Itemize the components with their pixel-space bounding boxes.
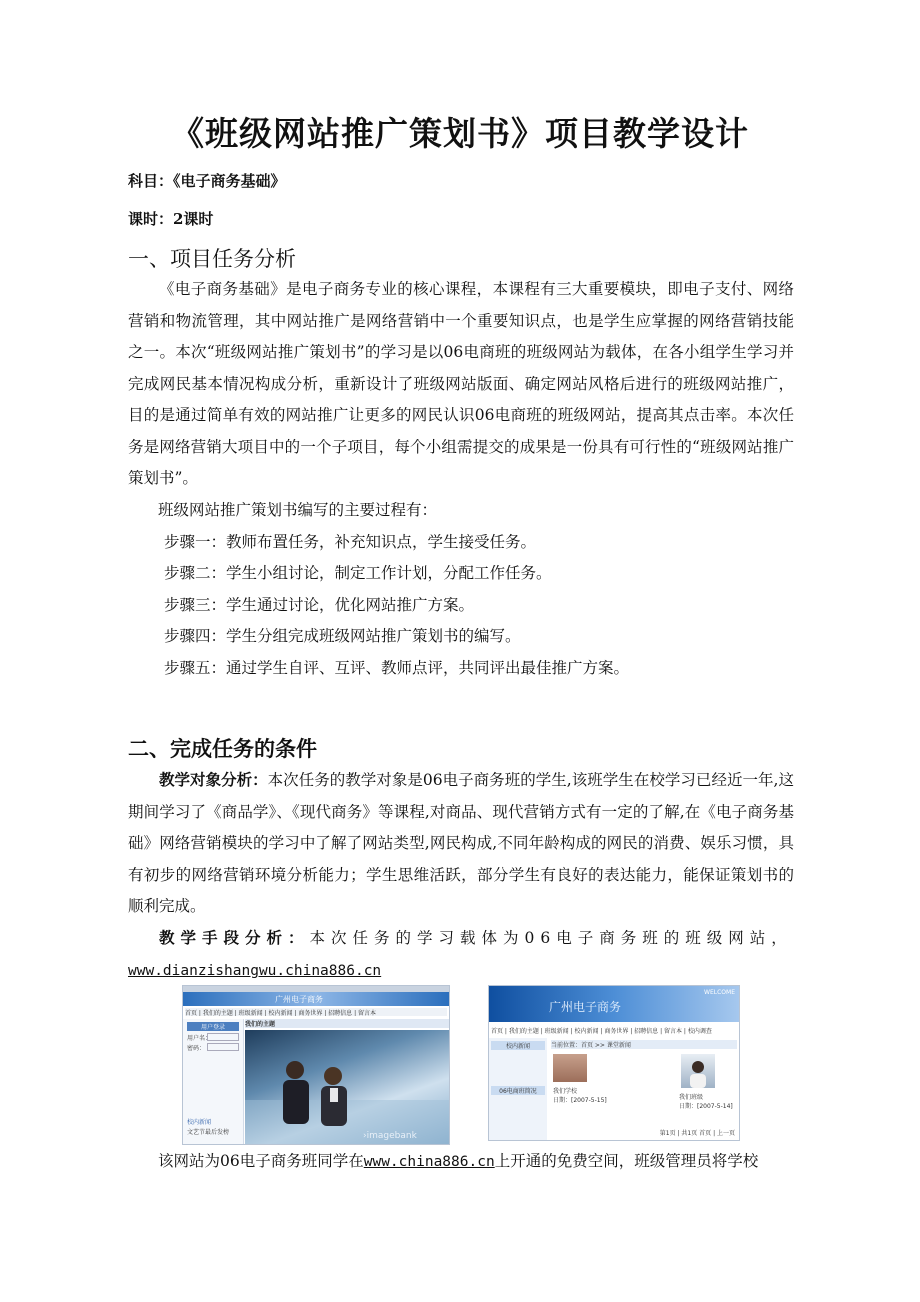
watermark: ›imagebank xyxy=(363,1131,417,1141)
right-site-screenshot xyxy=(488,985,740,1141)
user-input[interactable] xyxy=(207,1033,239,1041)
right-side-1[interactable]: 校内新闻 xyxy=(491,1041,545,1050)
side-item-2[interactable]: 文艺节最后发榜 xyxy=(187,1129,230,1136)
left-site-screenshot xyxy=(182,985,450,1145)
business-people-illustration xyxy=(245,1030,449,1144)
class-site-url[interactable]: www.dianzishangwu.china886.cn xyxy=(128,963,382,979)
document-title: 《班级网站推广策划书》项目教学设计 xyxy=(171,114,749,153)
welcome-text: WELCOME xyxy=(704,989,735,996)
caption-2: 我们班级 xyxy=(679,1094,704,1101)
right-sidebar xyxy=(489,1038,547,1140)
section2-heading: 二、完成任务的条件 xyxy=(128,737,317,761)
business-photo xyxy=(245,1030,449,1144)
class-photo xyxy=(681,1054,715,1088)
hours-line: 课时：2课时 xyxy=(128,210,214,228)
left-section-title: 我们的主题 xyxy=(245,1019,449,1028)
bottom-line xyxy=(158,1146,758,1178)
school-photo xyxy=(553,1054,587,1082)
section1-heading: 一、项目任务分析 xyxy=(128,247,296,271)
left-nav[interactable]: 首页 | 我们的主题 | 班级新闻 | 校内新闻 | 商务世界 | 招聘信息 | 留言本 xyxy=(185,1008,447,1016)
date-1: 日期：[2007-5-15] xyxy=(553,1097,607,1104)
right-nav[interactable]: 首页 | 我们的主题 | 班级新闻 | 校内新闻 | 商务世界 | 招聘信息 | 留言本 | 校内调查 xyxy=(491,1028,712,1035)
pass-label: 密码： xyxy=(187,1045,206,1052)
left-sidebar xyxy=(183,1019,244,1144)
side-item-1[interactable]: 校内新闻 xyxy=(187,1119,212,1126)
process-intro: 班级网站推广策划书编写的主要过程有： xyxy=(158,501,438,519)
right-banner-text: 广州电子商务 xyxy=(549,1000,622,1014)
bottom-pre: 该网站为06电子商务班同学在 xyxy=(158,1152,364,1170)
subject-line: 科目：《电子商务基础》 xyxy=(128,172,286,190)
step-4: 步骤四：学生分组完成班级网站推广策划书的编写。 xyxy=(164,627,521,645)
analysis-text: 本次任务的教学对象是06电子商务班的学生,该班学生在校学习已经近一年,这期间学习了《商品学》、《现代商务》等课程,对商品、现代营销方式有一定的了解,在《电子商务基础》网络营销模块的学习中了解了网站类型,网民构成,不同年龄构成的网民的消费、娱乐习惯，具有初步的网络营销环境分析能力；学生思维活跃，部分学生有良好的表达能力，能保证策划书的顺利完成。 xyxy=(128,771,794,915)
pagination[interactable]: 第1页 | 共1页 首页 | 上一页 xyxy=(659,1130,735,1137)
means-line xyxy=(128,922,794,955)
means-label: 教学手段分析： xyxy=(159,928,310,947)
right-banner xyxy=(489,986,739,1022)
step-5: 步骤五：通过学生自评、互评、教师点评，共同评出最佳推广方案。 xyxy=(164,659,630,677)
step-2: 步骤二：学生小组讨论，制定工作计划，分配工作任务。 xyxy=(164,564,552,582)
analysis-paragraph xyxy=(128,764,794,923)
bottom-post: 上开通的免费空间，班级管理员将学校 xyxy=(494,1152,759,1170)
caption-1: 我们学校 xyxy=(553,1088,578,1095)
user-label: 用户名： xyxy=(187,1035,212,1042)
class-site-url-line xyxy=(128,955,381,987)
login-title: 用户登录 xyxy=(187,1022,239,1031)
right-side-2[interactable]: 06电商班简况 xyxy=(491,1086,545,1095)
date-2: 日期：[2007-5-14] xyxy=(679,1103,733,1110)
means-text: 本次任务的学习载体为06电子商务班的班级网站， xyxy=(309,929,793,947)
step-3: 步骤三：学生通过讨论，优化网站推广方案。 xyxy=(164,596,475,614)
china886-url[interactable]: www.china886.cn xyxy=(363,1154,495,1170)
breadcrumb: 当前位置：首页 >> 课堂新闻 xyxy=(551,1040,737,1049)
pass-input[interactable] xyxy=(207,1043,239,1051)
section1-paragraph: 《电子商务基础》是电子商务专业的核心课程，本课程有三大重要模块，即电子支付、网络营销和物流管理，其中网站推广是网络营销中一个重要知识点，也是学生应掌握的网络营销技能之一。本次“班级网站推广策划书”的学习是以06电商班的班级网站为载体，在各小组学生学习并完成网民基本情况构成分析，重新设计了班级网站版面、确定网站风格后进行的班级网站推广，目的是通过简单有效的网站推广让更多的网民认识06电商班的班级网站，提高其点击率。本次任务是网络营销大项目中的一个子项目，每个小组需提交的成果是一份具有可行性的“班级网站推广策划书”。 xyxy=(128,280,794,487)
left-banner: 广州电子商务 xyxy=(183,992,449,1006)
step-1: 步骤一：教师布置任务，补充知识点，学生接受任务。 xyxy=(164,533,537,551)
analysis-label: 教学对象分析： xyxy=(159,770,268,789)
person-icon xyxy=(681,1054,715,1088)
